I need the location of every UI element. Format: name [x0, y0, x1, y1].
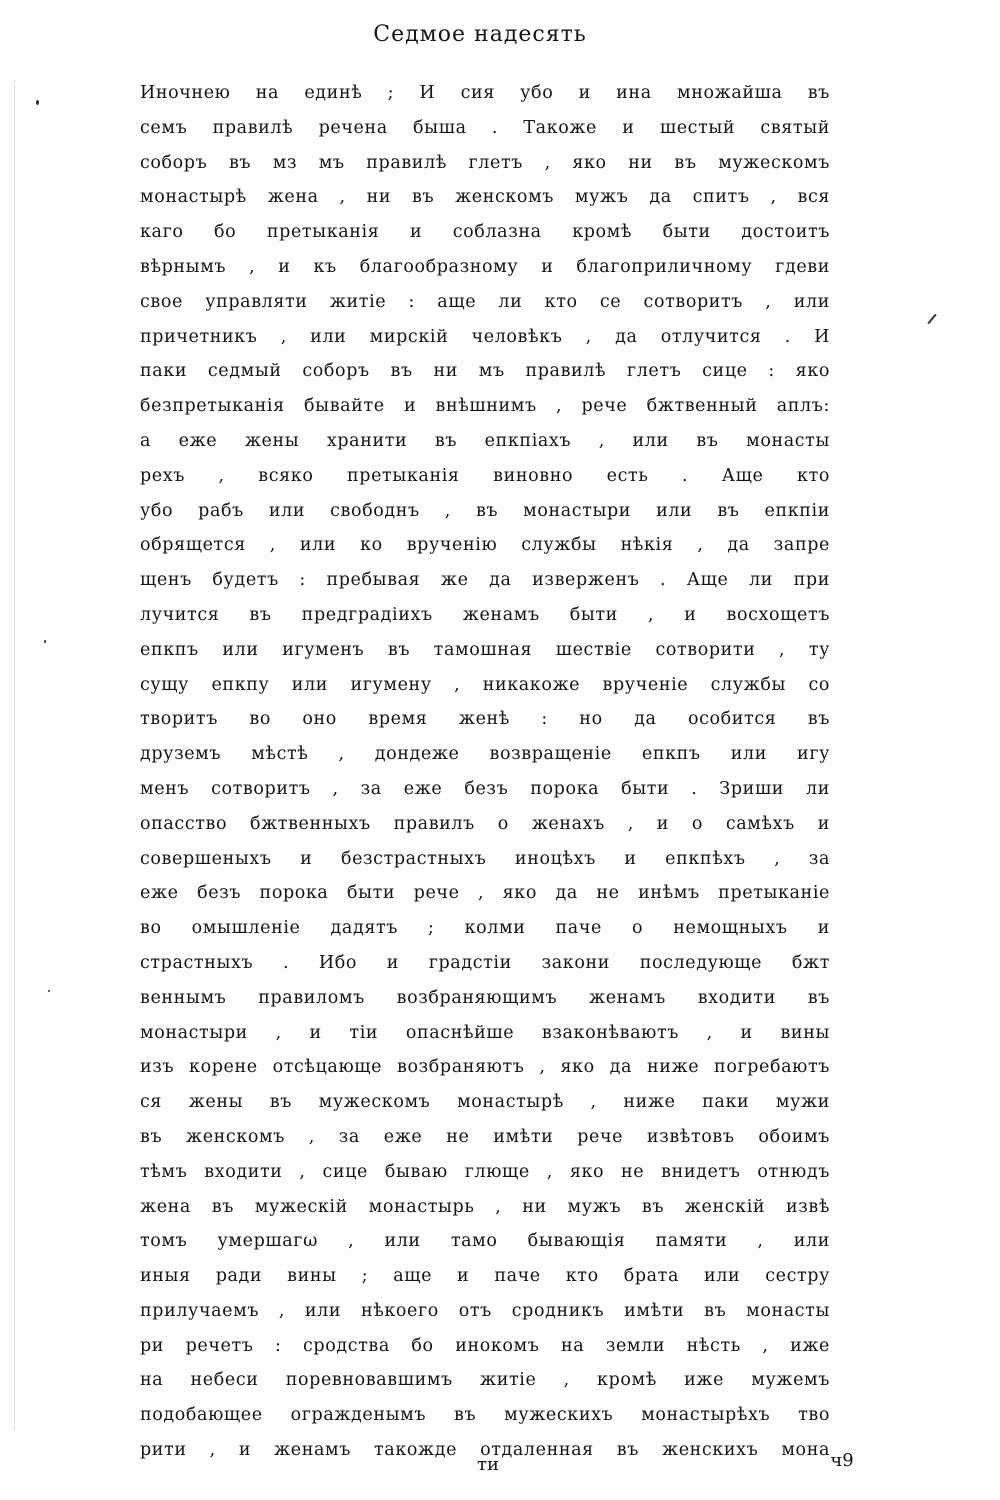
text-line: во омышленіе дадятъ ; колми паче о немощныхъ и [140, 918, 830, 939]
text-line: сущу епкпу или игумену , никакоже врученіе службы со [140, 674, 830, 695]
text-block [140, 76, 830, 1468]
text-line: безпретыканія бывайте и внѣшнимъ , рече бжтвенный аплъ: [140, 396, 830, 417]
text-line: менъ сотворитъ , за еже безъ порока быти . Зриши ли [140, 778, 830, 799]
page-margin-edge [14, 80, 45, 1430]
text-line: въ женскомъ , за еже не имѣти рече извѣтовъ обоимъ [140, 1126, 830, 1147]
text-line: подобающее огражденымъ въ мужескихъ монастырѣхъ тво [140, 1405, 830, 1426]
text-line: еже безъ порока быти рече , яко да не инѣмъ претыканіе [140, 883, 830, 904]
text-line: иныя ради вины ; аще и паче кто брата или сестру [140, 1266, 830, 1287]
margin-speck [36, 100, 39, 105]
text-line: обрящется , или ко врученію службы нѣкія , да запре [140, 535, 830, 556]
text-line: семъ правилѣ речена быша . Такоже и шестый святый [140, 117, 830, 138]
text-line: изъ корене отсѣцающе возбраняютъ , яко да ниже погребаютъ [140, 1057, 830, 1078]
text-line: паки седмый соборъ въ ни мъ правилѣ глетъ сице : яко [140, 361, 830, 382]
text-line: прилучаемъ , или нѣкоего отъ сродникъ имѣти въ монасты [140, 1300, 830, 1321]
folio-number: ч9 [830, 1450, 854, 1471]
text-line: каго бо претыканія и соблазна кромѣ быти достоитъ [140, 222, 830, 243]
text-line: ри речетъ : сродства бо инокомъ на земли нѣсть , иже [140, 1335, 830, 1356]
text-line: свое управляти житіе : аще ли кто се сотворитъ , или [140, 291, 830, 312]
text-line: рити , и женамъ такожде отдаленная въ женскихъ мона [140, 1440, 830, 1461]
margin-speck [44, 640, 46, 643]
text-line: а еже жены хранити въ епкпіахъ , или въ монасты [140, 430, 830, 451]
text-line: соборъ въ мз мъ правилѣ глетъ , яко ни въ мужескомъ [140, 152, 830, 173]
text-line: причетникъ , или мирскій человѣкъ , да отлучится . И [140, 326, 830, 347]
margin-mark [927, 314, 936, 324]
text-line: жена въ мужескій монастырь , ни мужъ въ женскій извѣ [140, 1196, 830, 1217]
margin-speck [48, 990, 50, 992]
folio-signature: ти [477, 1454, 499, 1475]
text-line: Иночнею на единѣ ; И сия убо и ина множайша въ [140, 83, 830, 103]
text-line: убо рабъ или свободнъ , въ монастыри или въ епкпіи [140, 500, 830, 521]
text-line: ся жены въ мужескомъ монастырѣ , ниже паки мужи [140, 1092, 830, 1113]
text-line: рехъ , всяко претыканія виновно есть . Аще кто [140, 465, 830, 486]
text-line: страстныхъ . Ибо и градстіи закони последующе бжт [140, 952, 830, 973]
text-line: лучится въ предградіихъ женамъ быти , и восхощетъ [140, 604, 830, 625]
text-line: опасство бжтвенныхъ правилъ о женахъ , и о самѣхъ и [140, 813, 830, 834]
text-line: творитъ во оно время женѣ : но да особится въ [140, 709, 830, 730]
text-line: монастырѣ жена , ни въ женскомъ мужъ да спитъ , вся [140, 187, 830, 208]
text-line: монастыри , и тіи опаснѣйше взаконѣваютъ , и вины [140, 1022, 830, 1043]
text-line: тѣмъ входити , сице бываю глюще , яко не внидетъ отнюдъ [140, 1161, 830, 1182]
text-line: совершеныхъ и безстрастныхъ иноцѣхъ и епкпѣхъ , за [140, 848, 830, 869]
running-head: Седмое надесять [373, 22, 587, 47]
text-line: томъ умершагω , или тамо бывающія памяти , или [140, 1231, 830, 1252]
text-line: веннымъ правиломъ возбраняющимъ женамъ входити въ [140, 987, 830, 1008]
text-line: друземъ мѣстѣ , дондеже возвращеніе епкпъ или игу [140, 744, 830, 765]
text-line: на небеси поревновавшимъ житіе , кромѣ иже мужемъ [140, 1370, 830, 1391]
text-line: епкпъ или игуменъ въ тамошная шествіе сотворити , ту [140, 639, 830, 660]
text-line: вѣрнымъ , и къ благообразному и благоприличному гдеви [140, 256, 830, 277]
text-line: щенъ будетъ : пребывая же да изверженъ . Аще ли при [140, 570, 830, 591]
